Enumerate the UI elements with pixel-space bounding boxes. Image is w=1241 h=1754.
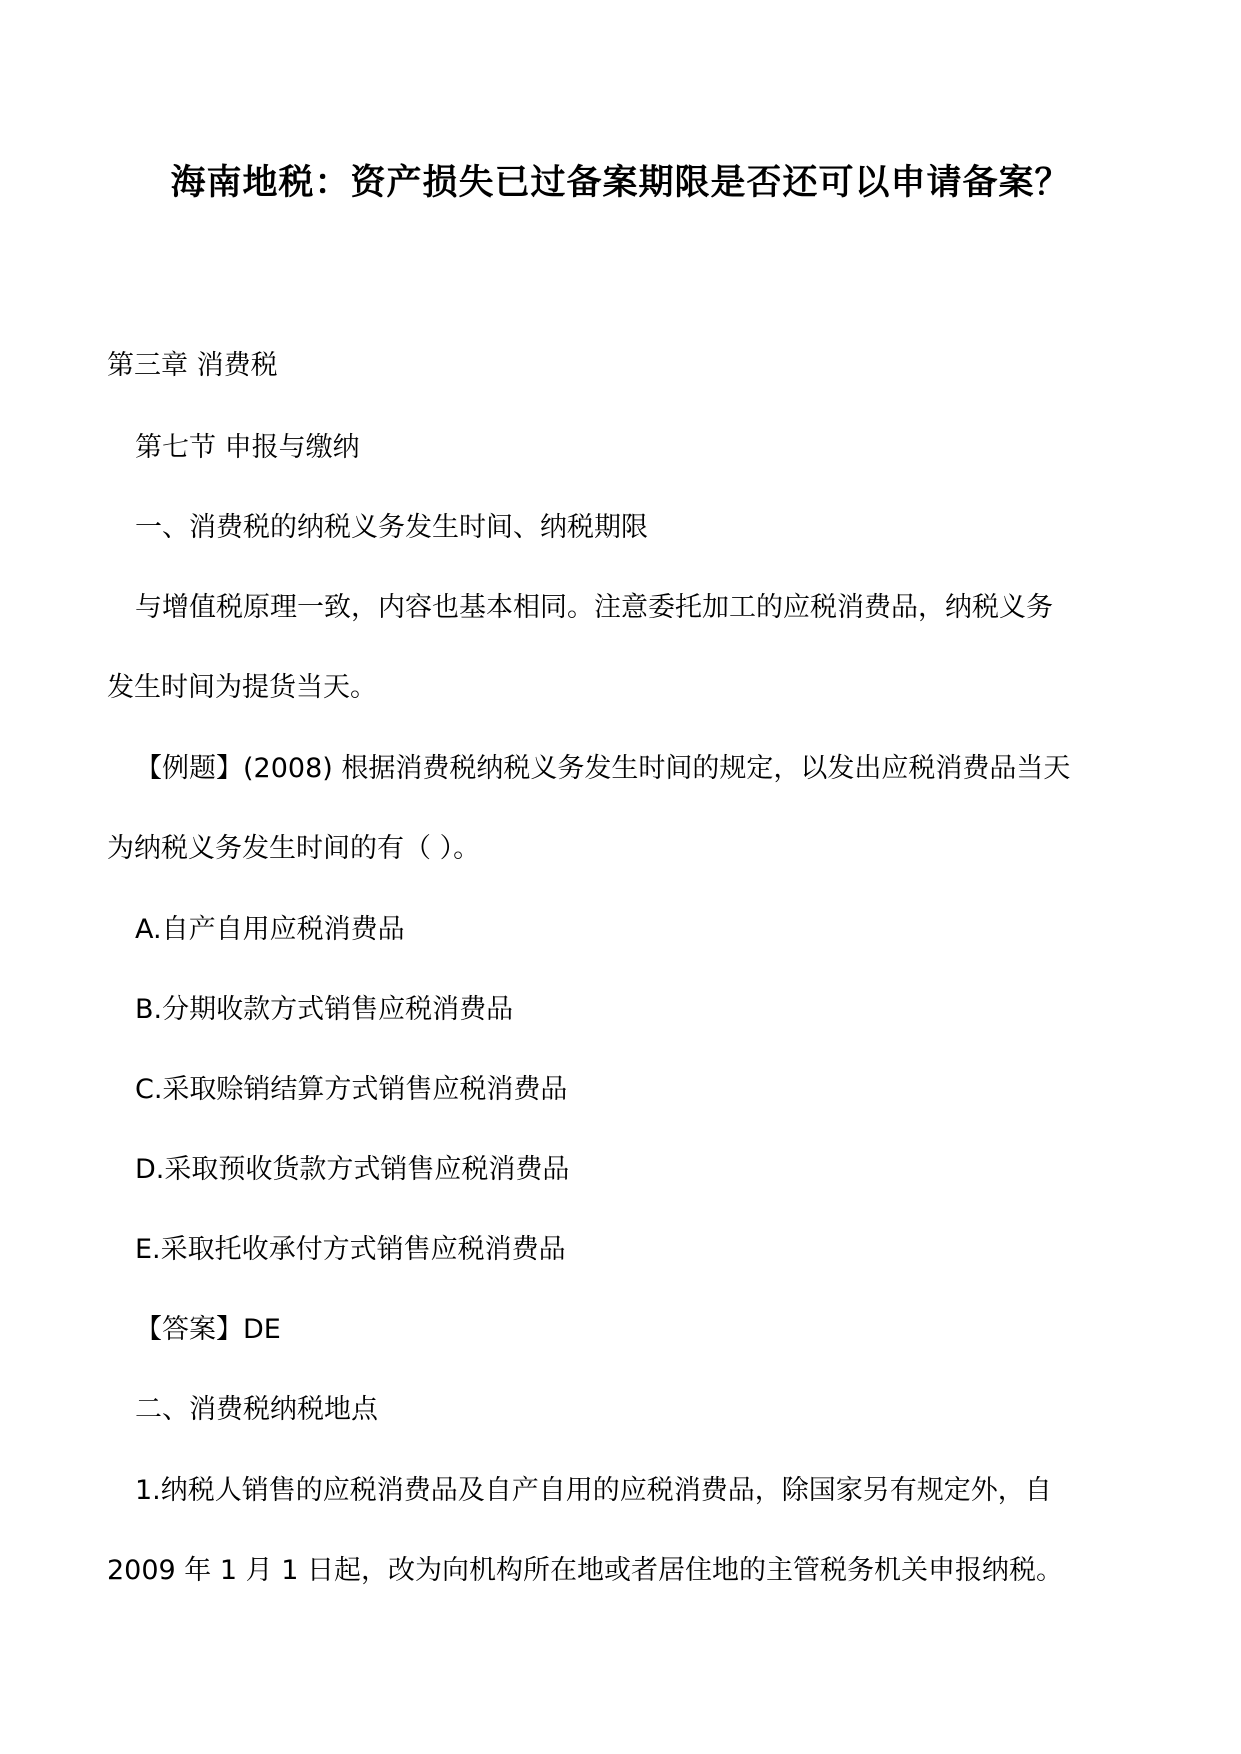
chapter-heading: 第三章 消费税: [107, 350, 278, 381]
example-question-line: 为纳税义务发生时间的有（ ）。: [107, 833, 481, 864]
paragraph-line: 1.纳税人销售的应税消费品及自产自用的应税消费品，除国家另有规定外，自: [135, 1475, 1052, 1506]
example-question-line: 【例题】(2008) 根据消费税纳税义务发生时间的规定，以发出应税消费品当天: [135, 753, 1071, 784]
document-title: 海南地税：资产损失已过备案期限是否还可以申请备案？: [170, 162, 1071, 203]
section-heading: 第七节 申报与缴纳: [135, 432, 360, 463]
paragraph-line: 2009 年 1 月 1 日起，改为向机构所在地或者居住地的主管税务机关申报纳税。: [107, 1555, 1063, 1586]
option-a: A.自产自用应税消费品: [135, 914, 405, 945]
paragraph-line: 与增值税原理一致，内容也基本相同。注意委托加工的应税消费品，纳税义务: [135, 592, 1053, 623]
paragraph-line: 发生时间为提货当天。: [107, 672, 377, 703]
subsection-heading: 一、消费税的纳税义务发生时间、纳税期限: [135, 512, 648, 543]
answer-line: 【答案】DE: [135, 1314, 281, 1345]
subsection-heading: 二、消费税纳税地点: [135, 1394, 378, 1425]
option-e: E.采取托收承付方式销售应税消费品: [135, 1234, 566, 1265]
option-b: B.分期收款方式销售应税消费品: [135, 994, 514, 1025]
option-d: D.采取预收货款方式销售应税消费品: [135, 1154, 570, 1185]
option-c: C.采取赊销结算方式销售应税消费品: [135, 1074, 568, 1105]
